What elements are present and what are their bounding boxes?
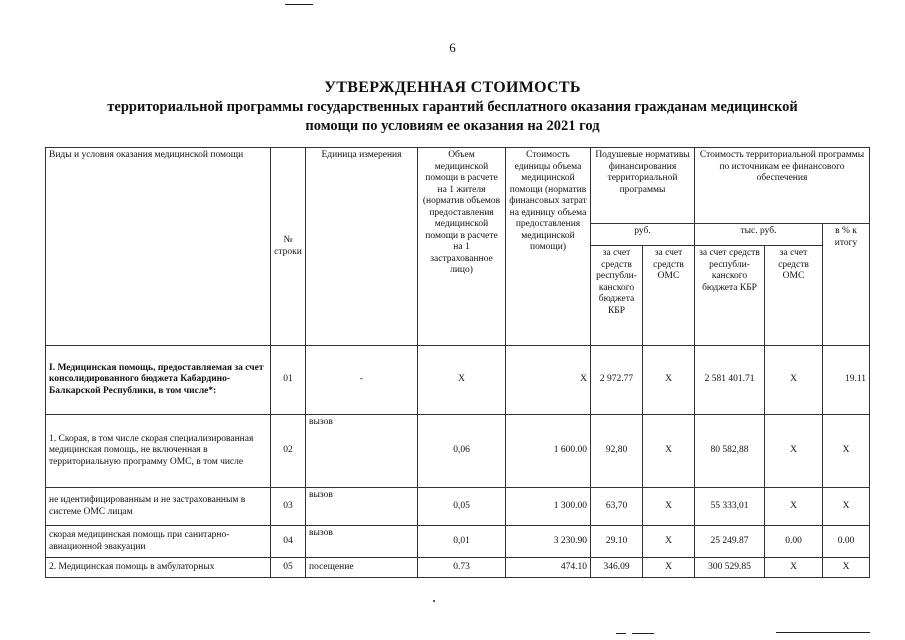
row-pc-kbr: 92,80 [591, 415, 643, 488]
row-unit: посещение [306, 558, 418, 578]
header-thous-rub: тыс. руб. [695, 224, 823, 246]
table-row [46, 488, 870, 526]
scan-mark-bottom-3 [776, 632, 870, 633]
row-pc-kbr: 346.09 [591, 558, 643, 578]
header-percent-total: в % к итогу [823, 224, 870, 346]
row-unit: - [306, 346, 418, 415]
row-pct: X [823, 415, 870, 488]
row-pc-oms: X [643, 526, 695, 558]
row-volume: 0,06 [418, 415, 506, 488]
row-unit: вызов [306, 526, 418, 558]
title-line-3: помощи по условиям ее оказания на 2021 год [305, 118, 600, 134]
scan-mark-top [285, 4, 313, 5]
page-number: 6 [449, 40, 456, 55]
scan-dot [433, 600, 435, 602]
row-tp-oms: 0.00 [765, 526, 823, 558]
table-row [46, 415, 870, 488]
row-pc-oms: X [643, 488, 695, 526]
table-row [46, 346, 870, 415]
row-tp-kbr: 80 582,88 [695, 415, 765, 488]
row-pc-kbr: 29.10 [591, 526, 643, 558]
row-volume: X [418, 346, 506, 415]
row-unit: вызов [306, 488, 418, 526]
row-tp-oms: X [765, 415, 823, 488]
header-kinds: Виды и условия оказания медицинской помощи [46, 148, 271, 346]
header-pc-kbr: за счет средств республи-канского бюджета КБР [591, 246, 643, 346]
row-no: 01 [271, 346, 306, 415]
row-no: 04 [271, 526, 306, 558]
row-pc-kbr: 2 972.77 [591, 346, 643, 415]
row-volume: 0.73 [418, 558, 506, 578]
row-tp-kbr: 2 581 401.71 [695, 346, 765, 415]
cost-table [45, 147, 870, 578]
table-row [46, 526, 870, 558]
row-name: I. Медицинская помощь, предоставляемая за счет консолидированного бюджета Кабардино-Балкарской Республики, в том числе*: [46, 346, 271, 415]
row-volume: 0,05 [418, 488, 506, 526]
row-tp-kbr: 300 529.85 [695, 558, 765, 578]
row-no: 02 [271, 415, 306, 488]
row-pct: 19.11 [823, 346, 870, 415]
row-pct: 0.00 [823, 526, 870, 558]
header-tp-kbr: за счет средств республи-канского бюджета КБР [695, 246, 765, 346]
row-pc-kbr: 63,70 [591, 488, 643, 526]
scan-mark-bottom-2 [632, 633, 654, 634]
header-unit: Единица измерения [306, 148, 418, 346]
table-row [46, 558, 870, 578]
row-volume: 0,01 [418, 526, 506, 558]
row-cost: 1 300.00 [506, 488, 591, 526]
row-pct: X [823, 558, 870, 578]
row-name: не идентифицированным и не застрахованным в системе ОМС лицам [46, 488, 271, 526]
row-cost: X [506, 346, 591, 415]
title-line-2: территориальной программы государственных гарантий бесплатного оказания гражданам медицинской [107, 99, 798, 115]
row-cost: 1 600.00 [506, 415, 591, 488]
row-cost: 474.10 [506, 558, 591, 578]
row-unit: вызов [306, 415, 418, 488]
row-cost: 3 230.90 [506, 526, 591, 558]
row-no: 05 [271, 558, 306, 578]
title-line-1: УТВЕРЖДЕННАЯ СТОИМОСТЬ [324, 79, 581, 96]
header-per-capita: Подушевые нормативы финансирования территориальной программы [591, 148, 695, 224]
header-cost-unit: Стоимость единицы объема медицинской помощи (норматив финансовых затрат на единицу объема предоставления медицинской помощи) [506, 148, 591, 346]
row-name: 1. Скорая, в том числе скорая специализированная медицинская помощь, не включенная в территориальную программу ОМС, в том числе [46, 415, 271, 488]
header-tp-oms: за счет средств ОМС [765, 246, 823, 346]
row-pct: X [823, 488, 870, 526]
row-tp-oms: X [765, 558, 823, 578]
header-program-cost: Стоимость территориальной программы по источникам ее финансового обеспечения [695, 148, 870, 224]
row-tp-kbr: 25 249.87 [695, 526, 765, 558]
header-rub: руб. [591, 224, 695, 246]
document-title [0, 78, 905, 136]
row-pc-oms: X [643, 346, 695, 415]
scan-mark-bottom-1 [616, 633, 626, 634]
row-tp-oms: X [765, 346, 823, 415]
row-pc-oms: X [643, 415, 695, 488]
row-pc-oms: X [643, 558, 695, 578]
header-line-no: № строки [271, 148, 306, 346]
row-tp-oms: X [765, 488, 823, 526]
header-pc-oms: за счет средств ОМС [643, 246, 695, 346]
header-volume: Объем медицинской помощи в расчете на 1 жителя (норматив объемов предоставления медицинской помощи в расчете на 1 застрахованное лицо) [418, 148, 506, 346]
row-name: скорая медицинская помощь при санитарно-авиационной эвакуации [46, 526, 271, 558]
row-no: 03 [271, 488, 306, 526]
row-name: 2. Медицинская помощь в амбулаторных [46, 558, 271, 578]
row-tp-kbr: 55 333,01 [695, 488, 765, 526]
